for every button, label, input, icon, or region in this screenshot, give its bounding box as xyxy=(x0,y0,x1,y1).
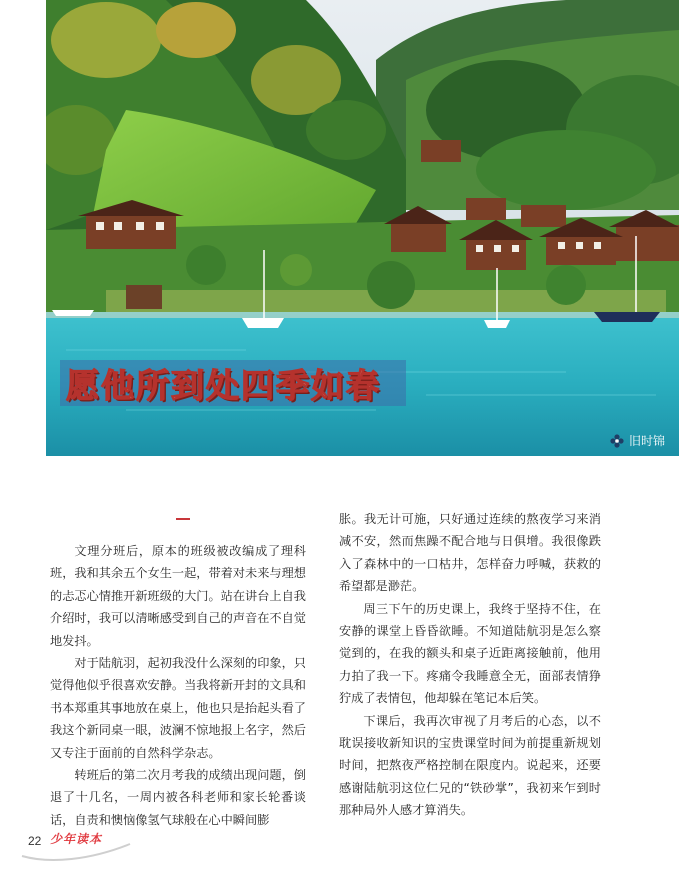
article-title: 愿他所到处四季如春 xyxy=(60,360,406,406)
article-column-right xyxy=(339,508,601,822)
flower-icon xyxy=(610,434,624,448)
column-name: 旧时锦 xyxy=(628,434,665,448)
paragraph: 周三下午的历史课上，我终于坚持不住，在安静的课堂上昏昏欲睡。不知道陆航羽是怎么察觉到的，在我的额头和桌子近距离接触前，他用力拍了我一下。疼痛令我睡意全无，面部表情狰狞成了表情包，他却躲在笔记本后笑。 xyxy=(339,601,601,706)
section-marker xyxy=(176,518,190,520)
page-number: 22 xyxy=(28,834,42,848)
article-column-left xyxy=(50,540,306,831)
paragraph: 对于陆航羽，起初我没什么深刻的印象，只觉得他似乎很喜欢安静。当我将新开封的文具和书本郑重其事地放在桌上，他也只是抬起头看了我这个新同桌一眼，波澜不惊地报上名字，然后又专注于面前的自然科学杂志。 xyxy=(50,656,306,760)
paragraph: 下课后，我再次审视了月考后的心态，以不耽误接收新知识的宝贵课堂时间为前提重新规划时间，把熬夜严格控制在限度内。说起来，还要感谢陆航羽这位仁兄的“铁砂掌”，我初来乍到时那种局外人感才算消失。 xyxy=(339,713,601,818)
magazine-logo: 少年读本 xyxy=(50,832,103,846)
paragraph: 胀。我无计可施，只好通过连续的熬夜学习来消减不安，然而焦躁不配合地与日俱增。我很像跌入了森林中的一口枯井，怎样奋力呼喊，获救的希望都是渺茫。 xyxy=(339,512,601,594)
paragraph: 文理分班后，原本的班级被改编成了理科班，我和其余五个女生一起，带着对未来与理想的忐忑心情推开新班级的大门。站在讲台上自我介绍时，我可以清晰感受到自己的声音在不自觉地发抖。 xyxy=(50,544,306,648)
column-tag xyxy=(610,432,665,449)
page-footer xyxy=(20,826,150,866)
paragraph: 转班后的第二次月考我的成绩出现问题，倒退了十几名，一周内被各科老师和家长轮番谈话，自责和懊恼像氢气球般在心中瞬间膨 xyxy=(50,768,306,827)
hero-image xyxy=(46,0,679,456)
